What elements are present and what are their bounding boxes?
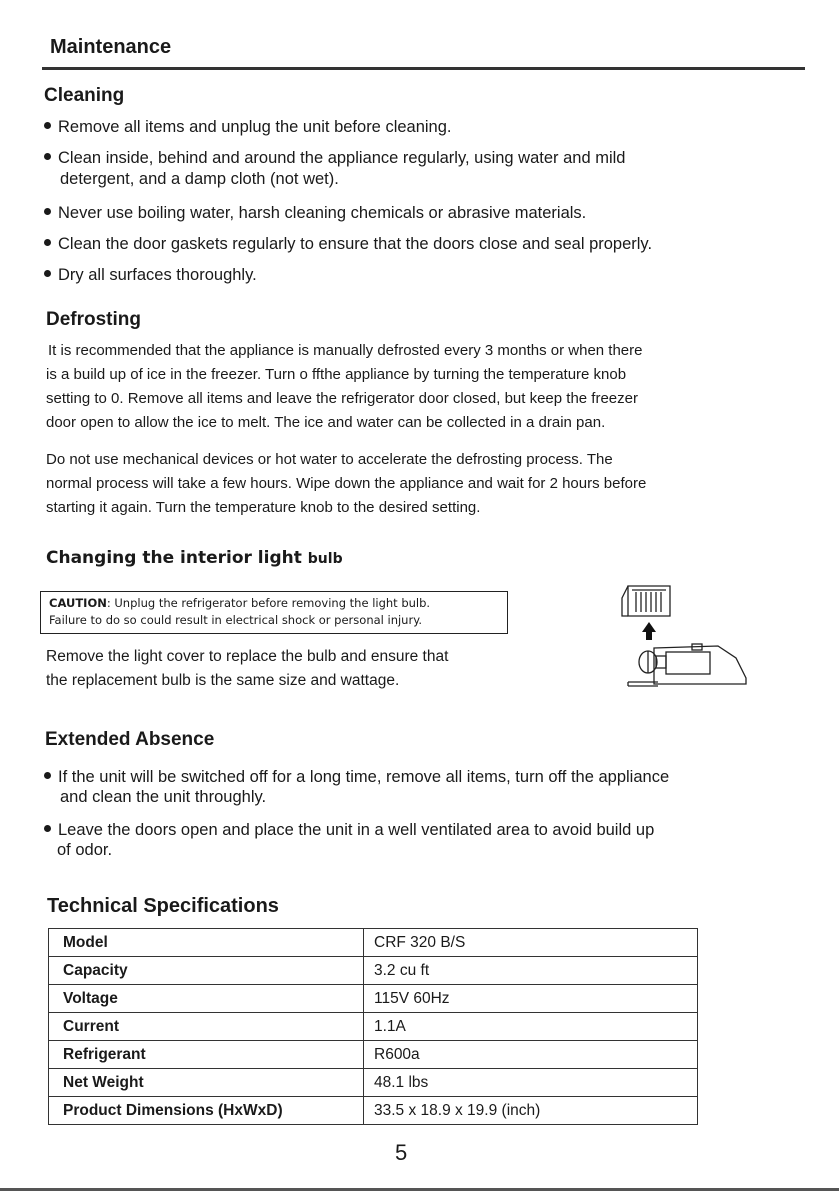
caution-line: CAUTION: Unplug the refrigerator before removing the light bulb. [49, 596, 431, 610]
defrosting-heading: Defrosting [46, 309, 141, 330]
caution-line: Failure to do so could result in electrical shock or personal injury. [49, 613, 423, 627]
table-row: Current 1.1A [49, 1013, 698, 1041]
list-item: Remove all items and unplug the unit before cleaning. [44, 116, 452, 138]
list-item-continuation: of odor. [57, 841, 113, 859]
specs-table [48, 928, 698, 1125]
cleaning-heading: Cleaning [44, 85, 125, 106]
caution-label: CAUTION [49, 596, 107, 610]
paragraph-line: is a build up of ice in the freezer. Turn o ffthe appliance by turning the temperature knob [46, 366, 627, 383]
caution-box [40, 591, 508, 634]
list-item: Clean the door gaskets regularly to ensure that the doors close and seal properly. [44, 233, 652, 255]
table-row: Net Weight 48.1 lbs [49, 1069, 698, 1097]
list-item-continuation: detergent, and a damp cloth (not wet). [60, 170, 339, 188]
paragraph-line: door open to allow the ice to melt. The ice and water can be collected in a drain pan. [46, 414, 606, 431]
list-item: If the unit will be switched off for a long time, remove all items, turn off the appliance [44, 766, 669, 788]
paragraph-line: setting to 0. Remove all items and leave the refrigerator door closed, but keep the freezer [46, 390, 638, 407]
list-item: Dry all surfaces thoroughly. [44, 264, 257, 286]
table-row: Refrigerant R600a [49, 1041, 698, 1069]
list-item-continuation: and clean the unit throughly. [60, 788, 267, 806]
bulb-housing-icon [628, 644, 746, 686]
table-row: Voltage 115V 60Hz [49, 985, 698, 1013]
paragraph-line: It is recommended that the appliance is manually defrosted every 3 months or when there [48, 342, 643, 359]
bullet-icon [44, 153, 51, 160]
paragraph-line: Do not use mechanical devices or hot water to accelerate the defrosting process. The [46, 451, 613, 468]
title-divider [42, 67, 805, 70]
list-item: Clean inside, behind and around the appliance regularly, using water and mild [44, 147, 625, 169]
list-item: Never use boiling water, harsh cleaning chemicals or abrasive materials. [44, 202, 586, 224]
paragraph-line: starting it again. Turn the temperature knob to the desired setting. [46, 499, 481, 516]
specs-heading: Technical Specifications [47, 895, 279, 917]
light-cover-icon [622, 586, 670, 616]
light-bulb-heading: Changing the interior light bulb [46, 548, 343, 568]
bullet-icon [44, 772, 51, 779]
arrow-up-icon [642, 622, 656, 640]
list-item: Leave the doors open and place the unit in a well ventilated area to avoid build up [44, 819, 654, 841]
light-bulb-diagram-icon [618, 578, 750, 690]
bullet-icon [44, 239, 51, 246]
bullet-icon [44, 825, 51, 832]
bullet-icon [44, 270, 51, 277]
paragraph-line: normal process will take a few hours. Wipe down the appliance and wait for 2 hours before [46, 475, 647, 492]
paragraph-line: Remove the light cover to replace the bulb and ensure that [46, 648, 449, 665]
bullet-icon [44, 208, 51, 215]
page-number: 5 [395, 1140, 408, 1165]
page-title: Maintenance [50, 36, 172, 58]
table-row: Capacity 3.2 cu ft [49, 957, 698, 985]
bullet-icon [44, 122, 51, 129]
absence-heading: Extended Absence [45, 729, 215, 750]
paragraph-line: the replacement bulb is the same size and wattage. [46, 672, 400, 689]
table-row: Model CRF 320 B/S [49, 929, 698, 957]
table-row: Product Dimensions (HxWxD) 33.5 x 18.9 x 19.9 (inch) [49, 1097, 698, 1125]
